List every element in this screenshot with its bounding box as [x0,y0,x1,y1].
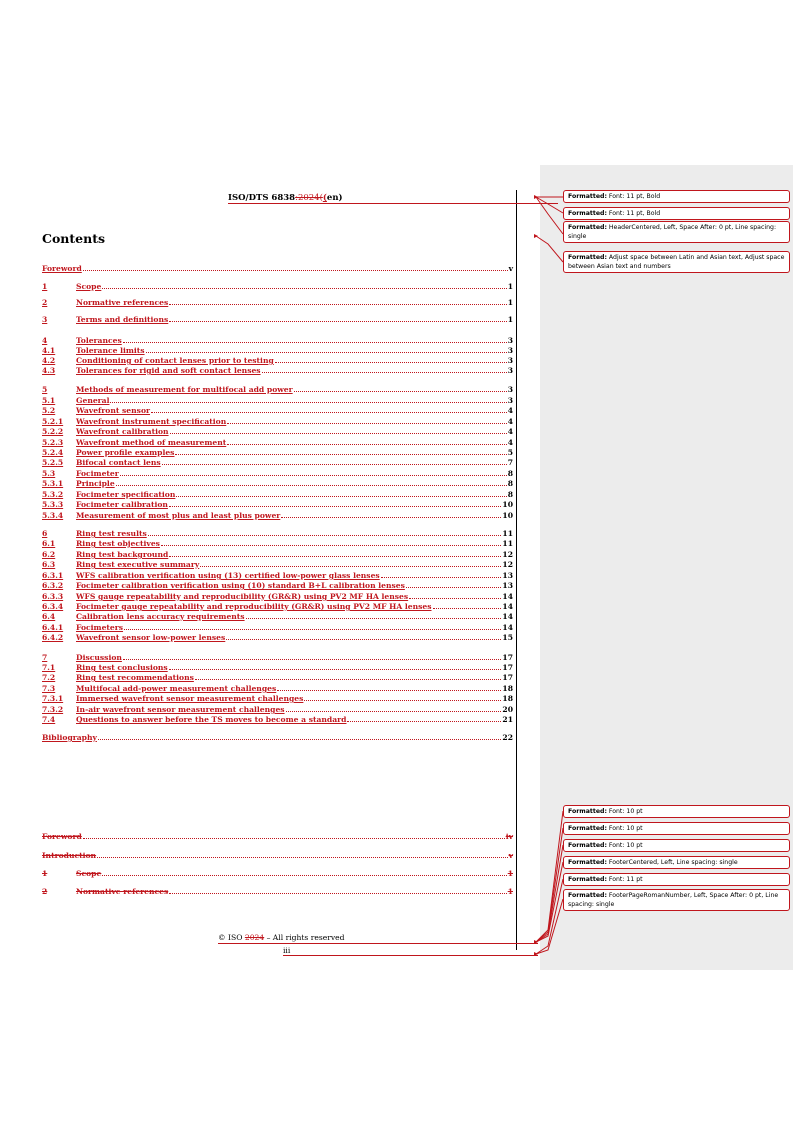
toc-entry-number: 7.3 [42,684,56,693]
toc-entry[interactable] [42,499,513,509]
toc-dot-leader [83,270,508,271]
toc-entry-number: 5.2.3 [42,438,64,447]
toc-deleted-entry[interactable] [42,886,513,896]
toc-entry-number: 6.3.3 [42,592,64,601]
toc-entry[interactable] [42,384,513,394]
toc-entry-title: Ring test executive summary [76,560,200,569]
toc-entry-page: 13 [502,571,513,580]
page-edge-line [516,190,517,950]
toc-entry-number: 7.4 [42,715,56,724]
toc-entry-page: 1 [507,315,513,324]
toc-entry-page: 17 [502,663,513,672]
toc-dot-leader [102,288,506,289]
toc-entry-page: 10 [502,511,513,520]
toc-dot-leader [120,475,507,476]
toc-entry-page: 22 [502,733,513,742]
toc-dot-leader [110,402,506,403]
toc-entry-title: Conditioning of contact lenses prior to testing [76,356,274,365]
toc-entry-page: 7 [507,458,513,467]
toc-entry-page: 8 [507,490,513,499]
toc-entry[interactable] [42,693,513,703]
toc-entry-page: 5 [507,448,513,457]
toc-entry-page: 11 [502,539,513,548]
toc-dot-leader [123,342,507,343]
toc-entry-number: 7.3.2 [42,705,64,714]
toc-entry-number: 7.2 [42,673,56,682]
toc-entry-title: Multifocal add-power measurement challenges [76,684,277,693]
formatting-balloon[interactable] [563,805,790,818]
toc-entry-page: 3 [507,346,513,355]
toc-entry[interactable] [42,510,513,520]
toc-entry-title: General [76,396,110,405]
toc-entry-page: 11 [502,529,513,538]
toc-entry-title: Wavefront sensor [76,406,151,415]
toc-entry-number: 6.4.2 [42,633,64,642]
toc-entry-title: Wavefront calibration [76,427,169,436]
toc-entry-title: Focimeters [76,623,124,632]
toc-entry[interactable] [42,365,513,375]
toc-entry-number: 5.2.2 [42,427,64,436]
toc-entry-title: Discussion [76,653,122,662]
toc-dot-leader [227,423,506,424]
toc-entry[interactable] [42,416,513,426]
toc-dot-leader [409,598,501,599]
toc-entry[interactable] [42,652,513,662]
formatting-balloon[interactable] [563,873,790,886]
toc-entry-title: Tolerances for rigid and soft contact lenses [76,366,261,375]
toc-entry[interactable] [42,528,513,538]
toc-entry-page: 1 [507,869,513,878]
toc-entry-number: 5.2.5 [42,458,64,467]
toc-entry-title: In-air wavefront sensor measurement challenges [76,705,285,714]
toc-entry-number: 2 [42,887,48,896]
toc-dot-leader [161,545,501,546]
balloon-text: Adjust space between Latin and Asian text, Adjust space between Asian text and numbers [568,254,785,270]
toc-entry-number: 5.3.4 [42,511,64,520]
toc-entry-page: 8 [507,479,513,488]
toc-dot-leader [286,711,502,712]
toc-entry[interactable] [42,468,513,478]
toc-entry[interactable] [42,457,513,467]
toc-entry-title: Measurement of most plus and least plus power [76,511,281,520]
toc-entry[interactable] [42,611,513,621]
toc-entry-title: Questions to answer before the TS moves to become a standard [76,715,347,724]
toc-dot-leader [433,608,502,609]
toc-entry-page: 4 [507,438,513,447]
toc-entry-title: Focimeter gauge repeatability and reproducibility (GR&R) using PV2 MF HA lenses [76,602,432,611]
toc-entry-title: Normative references [76,298,169,307]
toc-deleted-entry[interactable] [42,850,513,860]
toc-entry-title: Ring test recommendations [76,673,194,682]
toc-dot-leader [227,444,506,445]
toc-deleted-entry[interactable] [42,831,513,841]
toc-entry-number: 6.1 [42,539,56,548]
toc-dot-leader [226,639,501,640]
toc-entry-page: 18 [502,684,513,693]
toc-entry-title: Focimeter [76,469,119,478]
toc-entry-title: Focimeter calibration verification using (10) standard B+L calibration lenses [76,581,405,590]
toc-entry-title: Ring test background [76,550,169,559]
toc-entry[interactable] [42,345,513,355]
toc-entry-title: Calibration lens accuracy requirements [76,612,245,621]
toc-entry-number: 7.1 [42,663,56,672]
formatting-balloon[interactable] [563,822,790,835]
formatting-balloon[interactable] [563,856,790,869]
header-inserted-text: ( [322,193,327,203]
toc-entry-number: 7.3.1 [42,694,64,703]
toc-entry[interactable] [42,570,513,580]
toc-dot-leader [123,659,502,660]
toc-entry-number: 6.4.1 [42,623,64,632]
toc-dot-leader [124,629,501,630]
toc-entry-page: 3 [507,385,513,394]
toc-entry-page: 4 [507,417,513,426]
formatting-balloon[interactable] [563,207,790,220]
toc-entry-number: 5.3.1 [42,479,64,488]
toc-entry-title: Power profile examples [76,448,175,457]
page-number: iii [283,946,291,955]
toc-entry-page: 14 [502,592,513,601]
balloon-text: FooterPageRomanNumber, Left, Space After: 0 pt, Line spacing: single [568,892,779,908]
toc-entry-title: Methods of measurement for multifocal add power [76,385,293,394]
toc-dot-leader [176,496,506,497]
toc-entry-page: 3 [507,396,513,405]
toc-dot-leader [151,412,507,413]
toc-entry[interactable] [42,591,513,601]
toc-entry-page: 14 [502,623,513,632]
toc-entry[interactable] [42,632,513,642]
toc-entry-title: Bifocal contact lens [76,458,161,467]
toc-entry-page: 1 [507,298,513,307]
balloon-label: Formatted: [568,210,607,217]
toc-entry-title: WFS calibration verification using (13) certified low-power glass lenses [76,571,380,580]
toc-entry-page: 14 [502,602,513,611]
toc-dot-leader [246,618,502,619]
toc-entry[interactable] [42,447,513,457]
balloon-label: Formatted: [568,808,607,815]
toc-entry-title: Foreword [42,832,82,841]
toc-entry-title: Ring test objectives [76,539,160,548]
toc-dot-leader [275,362,507,363]
toc-entry[interactable] [42,395,513,405]
page-number-revision-line [283,955,538,956]
toc-entry-title: Ring test conclusions [76,663,168,672]
toc-entry-page: 1 [507,887,513,896]
toc-entry-page: 4 [507,427,513,436]
toc-entry-title: Focimeter specification [76,490,176,499]
balloon-text: Font: 10 pt [608,825,643,832]
toc-entry[interactable] [42,426,513,436]
toc-entry-page: 4 [507,406,513,415]
toc-entry-number: 4.1 [42,346,56,355]
toc-entry-number: 5.2.4 [42,448,64,457]
formatting-balloon[interactable] [563,221,790,243]
toc-entry-title: Immersed wavefront sensor measurement challenges [76,694,304,703]
toc-entry-page: 10 [502,500,513,509]
toc-dot-leader [169,506,502,507]
toc-entry[interactable] [42,622,513,632]
toc-entry-number: 3 [42,315,48,324]
toc-entry-page: 12 [502,560,513,569]
toc-entry[interactable] [42,672,513,682]
toc-entry-page: 18 [502,694,513,703]
toc-entry-number: 6.2 [42,550,56,559]
toc-entry[interactable] [42,405,513,415]
toc-dot-leader [162,464,507,465]
toc-entry-number: 4.3 [42,366,56,375]
toc-entry[interactable] [42,601,513,611]
header-language: en) [326,193,343,203]
toc-entry-page: 15 [502,633,513,642]
header-designation: ISO/DTS 6838 [228,193,296,203]
toc-entry-page: 21 [502,715,513,724]
balloon-text: FooterCentered, Left, Line spacing: single [608,859,738,866]
toc-entry[interactable] [42,355,513,365]
toc-entry-number: 5.2 [42,406,56,415]
toc-dot-leader [148,535,502,536]
toc-entry[interactable] [42,714,513,724]
toc-dot-leader [146,352,507,353]
toc-entry[interactable] [42,335,513,345]
toc-entry[interactable] [42,478,513,488]
document-footer [218,933,345,942]
toc-dot-leader [406,587,502,588]
toc-entry[interactable] [42,580,513,590]
toc-entry-number: 6.3 [42,560,56,569]
toc-entry[interactable] [42,489,513,499]
balloon-label: Formatted: [568,825,607,832]
toc-entry-title: Principle [76,479,115,488]
toc-dot-leader [281,517,501,518]
toc-dot-leader [169,893,506,894]
toc-dot-leader [83,838,505,839]
toc-entry-number: 5.2.1 [42,417,64,426]
contents-title: Contents [42,231,106,246]
toc-entry-page: 3 [507,356,513,365]
toc-entry-number: 4 [42,336,48,345]
formatting-balloon[interactable] [563,190,790,203]
toc-entry[interactable] [42,704,513,714]
header-deleted-text: :2024( [295,193,323,203]
toc-entry[interactable] [42,549,513,559]
toc-entry[interactable] [42,437,513,447]
toc-entry-title: Ring test results [76,529,147,538]
toc-dot-leader [304,700,501,701]
toc-entry[interactable] [42,263,513,273]
toc-entry-title: Normative references [76,887,169,896]
toc-dot-leader [277,690,501,691]
balloon-label: Formatted: [568,193,607,200]
balloon-label: Formatted: [568,254,607,261]
toc-entry[interactable] [42,662,513,672]
toc-entry-number: 1 [42,869,48,878]
toc-entry-page: 13 [502,581,513,590]
toc-dot-leader [347,721,501,722]
balloon-label: Formatted: [568,842,607,849]
toc-dot-leader [195,679,502,680]
toc-entry-page: 1 [507,282,513,291]
toc-entry-title: Focimeter calibration [76,500,168,509]
balloon-text: Font: 10 pt [608,808,643,815]
toc-deleted-entry[interactable] [42,868,513,878]
balloon-text: HeaderCentered, Left, Space After: 0 pt, Line spacing: single [568,224,777,240]
toc-entry-title: Scope [76,282,102,291]
footer-deleted-year: 2024 [244,933,265,942]
toc-entry-page: 12 [502,550,513,559]
balloon-label: Formatted: [568,224,607,231]
footer-copyright: © ISO [218,933,245,942]
formatting-balloon[interactable] [563,251,790,273]
toc-entry-page: 17 [502,653,513,662]
balloon-text: Font: 11 pt, Bold [608,193,661,200]
toc-dot-leader [200,566,501,567]
toc-dot-leader [169,304,506,305]
toc-entry-page: 14 [502,612,513,621]
toc-entry-title: Introduction [42,851,97,860]
toc-entry-number: 5.3.2 [42,490,64,499]
toc-entry[interactable] [42,314,513,324]
toc-entry-page: v [508,851,513,860]
toc-entry-number: 6.3.4 [42,602,64,611]
toc-dot-leader [175,454,506,455]
header-revision-line [228,203,558,204]
toc-entry-title: Tolerance limits [76,346,145,355]
formatting-balloon[interactable] [563,839,790,852]
balloon-text: Font: 11 pt [608,876,643,883]
toc-entry-title: Tolerances [76,336,122,345]
balloon-text: Font: 10 pt [608,842,643,849]
toc-dot-leader [169,556,501,557]
toc-dot-leader [170,433,507,434]
toc-entry-title: Foreword [42,264,82,273]
toc-entry-number: 6.4 [42,612,56,621]
toc-entry-number: 6.3.1 [42,571,64,580]
footer-rights: – All rights reserved [264,933,345,942]
balloon-label: Formatted: [568,892,607,899]
toc-dot-leader [102,875,506,876]
toc-entry[interactable] [42,732,513,742]
toc-entry-number: 4.2 [42,356,56,365]
toc-dot-leader [294,391,507,392]
toc-dot-leader [169,669,502,670]
toc-entry-number: 5 [42,385,48,394]
toc-entry[interactable] [42,538,513,548]
toc-dot-leader [262,372,507,373]
balloon-text: Font: 11 pt, Bold [608,210,661,217]
toc-dot-leader [98,739,502,740]
toc-entry-page: 17 [502,673,513,682]
toc-dot-leader [116,485,507,486]
formatting-balloon[interactable] [563,889,790,911]
toc-entry[interactable] [42,297,513,307]
toc-entry-page: v [508,264,513,273]
toc-dot-leader [97,857,507,858]
toc-dot-leader [169,321,506,322]
toc-entry-page: iv [505,832,513,841]
toc-entry-number: 6 [42,529,48,538]
footer-revision-line [218,943,538,944]
toc-entry-page: 8 [507,469,513,478]
toc-entry-number: 5.3 [42,469,56,478]
toc-entry-title: Bibliography [42,733,97,742]
toc-entry-page: 3 [507,366,513,375]
toc-entry-title: Terms and definitions [76,315,169,324]
toc-entry-number: 6.3.2 [42,581,64,590]
toc-entry-title: Wavefront sensor low-power lenses [76,633,226,642]
toc-entry[interactable] [42,559,513,569]
toc-dot-leader [381,577,502,578]
document-header [228,193,343,203]
toc-entry-number: 7 [42,653,48,662]
balloon-label: Formatted: [568,859,607,866]
toc-entry-page: 3 [507,336,513,345]
toc-entry[interactable] [42,281,513,291]
toc-entry-number: 1 [42,282,48,291]
toc-entry[interactable] [42,683,513,693]
toc-entry-number: 5.1 [42,396,56,405]
toc-entry-number: 5.3.3 [42,500,64,509]
toc-entry-number: 2 [42,298,48,307]
toc-entry-title: Scope [76,869,102,878]
toc-entry-title: Wavefront instrument specification [76,417,227,426]
toc-entry-title: Wavefront method of measurement [76,438,227,447]
toc-entry-page: 20 [502,705,513,714]
balloon-label: Formatted: [568,876,607,883]
toc-entry-title: WFS gauge repeatability and reproducibility (GR&R) using PV2 MF HA lenses [76,592,409,601]
